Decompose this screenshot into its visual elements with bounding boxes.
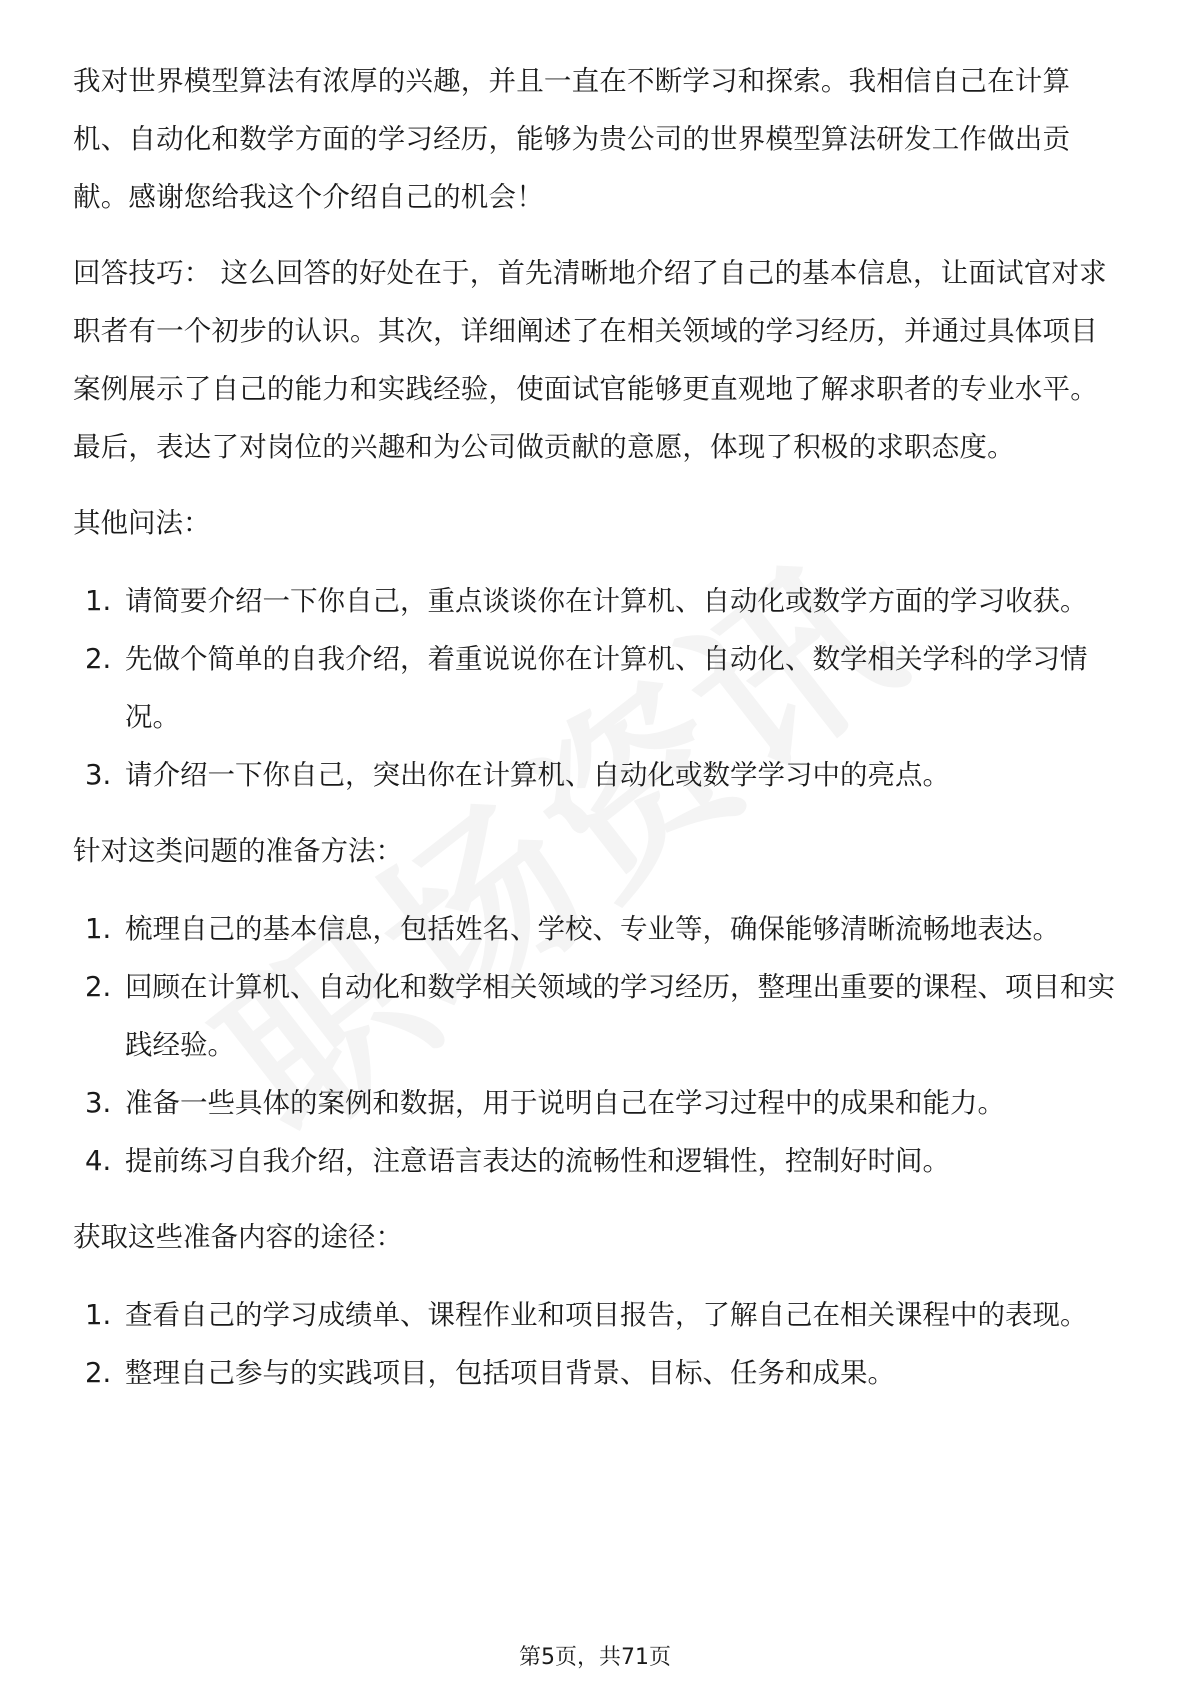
preparation-list	[73, 900, 1123, 1190]
sources-heading: 获取这些准备内容的途径：	[73, 1221, 403, 1253]
preparation-heading: 针对这类问题的准备方法：	[73, 835, 403, 867]
list-item: 3. 请介绍一下你自己，突出你在计算机、自动化或数学学习中的亮点。	[85, 759, 950, 791]
list-item: 2. 先做个简单的自我介绍，着重说说你在计算机、自动化、数学相关学科的学习情况。	[85, 643, 1088, 733]
page-number-footer: 第5页，共71页	[519, 1645, 671, 1670]
list-item: 1. 请简要介绍一下你自己，重点谈谈你在计算机、自动化或数学方面的学习收获。	[85, 585, 1088, 617]
document-page	[73, 52, 1123, 1420]
other-questions-heading: 其他问法：	[73, 507, 211, 539]
answer-tips-paragraph: 回答技巧： 这么回答的好处在于，首先清晰地介绍了自己的基本信息，让面试官对求职者有一个初步的认识。其次，详细阐述了在相关领域的学习经历，并通过具体项目案例展示了自己的能力和实践经验，使面试官能够更直观地了解求职者的专业水平。最后，表达了对岗位的兴趣和为公司做贡献的意愿，体现了积极的求职态度。	[73, 257, 1107, 463]
list-item: 2. 整理自己参与的实践项目，包括项目背景、目标、任务和成果。	[85, 1357, 895, 1389]
list-item: 1. 梳理自己的基本信息，包括姓名、学校、专业等，确保能够清晰流畅地表达。	[85, 913, 1060, 945]
list-item: 1. 查看自己的学习成绩单、课程作业和项目报告，了解自己在相关课程中的表现。	[85, 1299, 1088, 1331]
list-item: 2. 回顾在计算机、自动化和数学相关领域的学习经历，整理出重要的课程、项目和实践经验。	[85, 971, 1115, 1061]
other-questions-list	[73, 572, 1123, 804]
sources-list	[73, 1286, 1123, 1402]
list-item: 4. 提前练习自我介绍，注意语言表达的流畅性和逻辑性，控制好时间。	[85, 1145, 950, 1177]
intro-closing-paragraph: 我对世界模型算法有浓厚的兴趣，并且一直在不断学习和探索。我相信自己在计算机、自动化和数学方面的学习经历，能够为贵公司的世界模型算法研发工作做出贡献。感谢您给我这个介绍自己的机会！	[73, 65, 1071, 213]
list-item: 3. 准备一些具体的案例和数据，用于说明自己在学习过程中的成果和能力。	[85, 1087, 1005, 1119]
